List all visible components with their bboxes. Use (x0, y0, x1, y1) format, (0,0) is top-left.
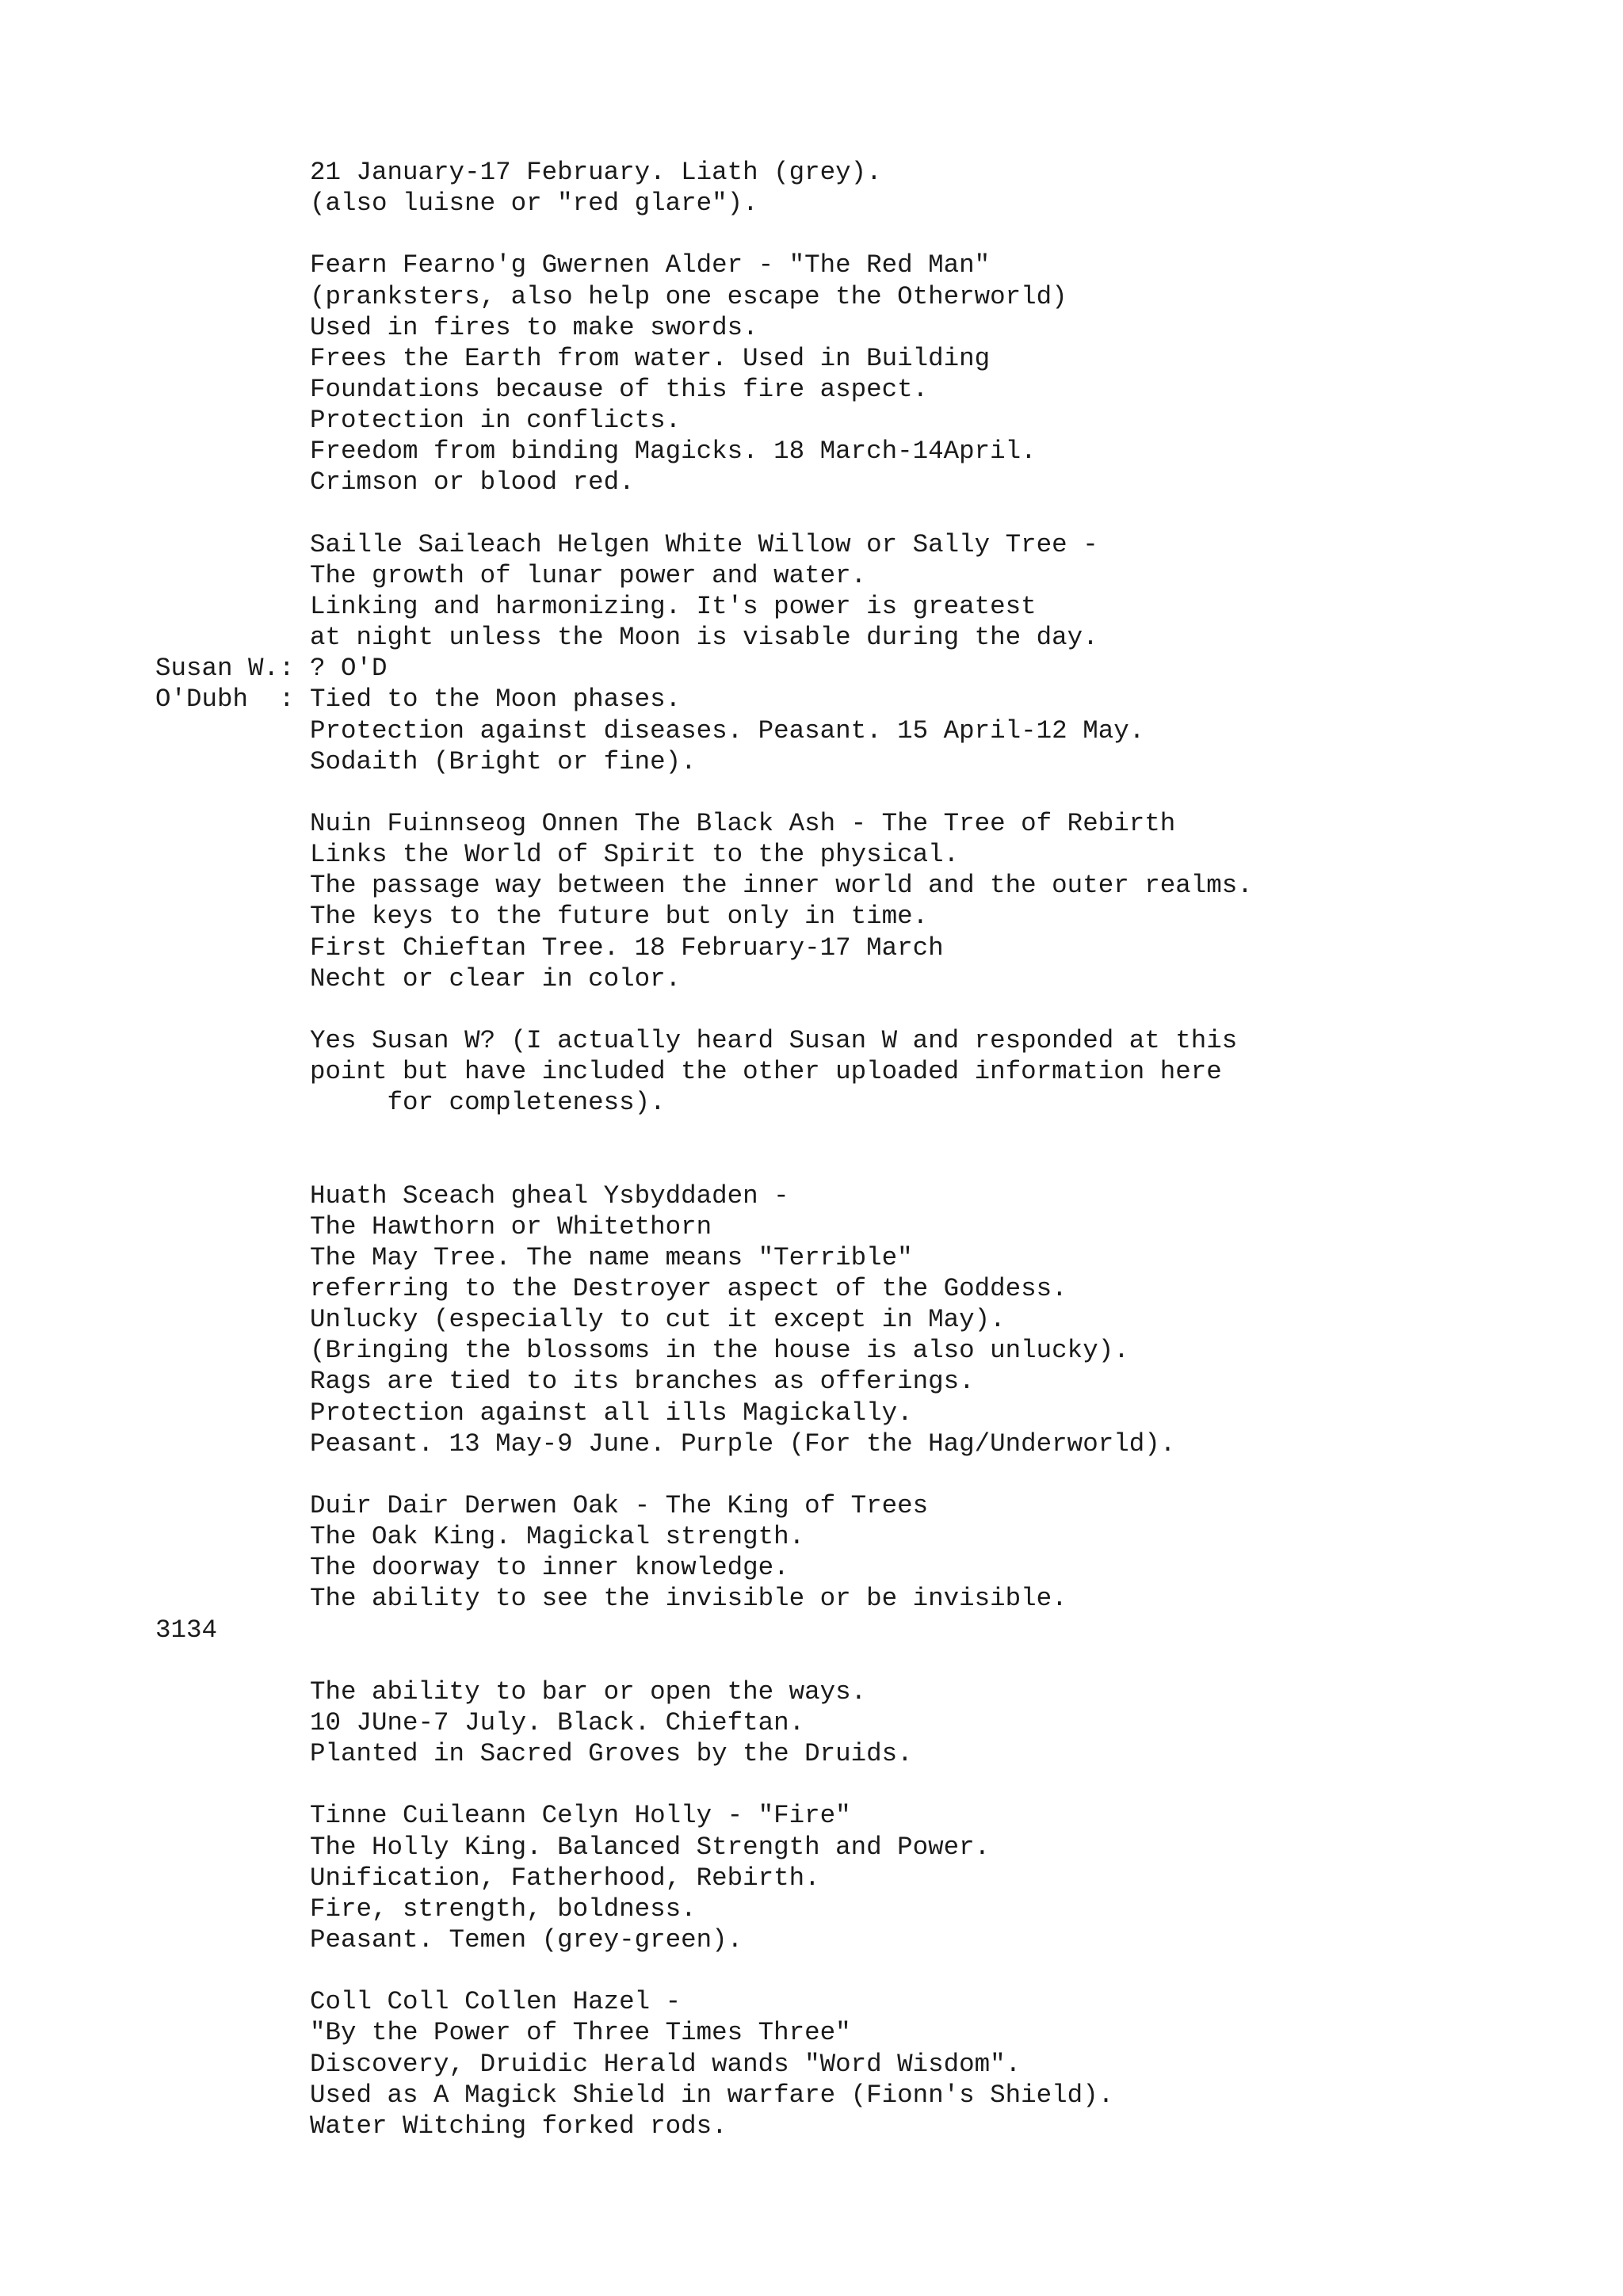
blank-line (155, 1769, 1253, 1800)
text-line: Unification, Fatherhood, Rebirth. (155, 1863, 820, 1893)
text-line: Used in fires to make swords. (155, 312, 758, 342)
blank-line (155, 777, 1253, 808)
text-line: The Holly King. Balanced Strength and Power. (155, 1832, 991, 1862)
text-line: Yes Susan W? (I actually heard Susan W and responded at this (155, 1025, 1238, 1055)
text-line: Discovery, Druidic Herald wands "Word Wisdom". (155, 2049, 1022, 2079)
text-line: "By the Power of Three Times Three" (155, 2018, 851, 2048)
text-line: Unlucky (especially to cut it except in May). (155, 1305, 1006, 1335)
text-line: Water Witching forked rods. (155, 2111, 727, 2141)
text-line: Protection in conflicts. (155, 406, 682, 436)
text-line: 21 January-17 February. Liath (grey). (155, 158, 882, 187)
text-line: Protection against all ills Magickally. (155, 1398, 913, 1428)
blank-line (155, 1955, 1253, 1986)
text-line: Fire, strength, boldness. (155, 1894, 697, 1924)
text-line: Crimson or blood red. (155, 467, 635, 498)
text-line: First Chieftan Tree. 18 February-17 March (155, 933, 944, 963)
text-line: referring to the Destroyer aspect of the Goddess. (155, 1274, 1067, 1304)
blank-line (155, 1459, 1253, 1490)
text-line: Linking and harmonizing. It's power is greatest (155, 591, 1037, 621)
blank-line (155, 1150, 1253, 1180)
text-line: The Hawthorn or Whitethorn (155, 1211, 712, 1241)
text-line: Huath Sceach gheal Ysbyddaden - (155, 1180, 789, 1211)
text-line: Peasant. 13 May-9 June. Purple (For the Hag/Underworld). (155, 1428, 1176, 1459)
text-line: The ability to bar or open the ways. (155, 1676, 867, 1707)
text-line: Necht or clear in color. (155, 963, 682, 994)
text-line: at night unless the Moon is visable during the day. (155, 623, 1098, 653)
text-line: Links the World of Spirit to the physical. (155, 840, 960, 870)
text-line: Nuin Fuinnseog Onnen The Black Ash - The Tree of Rebirth (155, 808, 1176, 838)
blank-line (155, 219, 1253, 250)
text-line: Tinne Cuileann Celyn Holly - "Fire" (155, 1801, 851, 1831)
text-line: (Bringing the blossoms in the house is also unlucky). (155, 1336, 1129, 1366)
text-line: Frees the Earth from water. Used in Building (155, 343, 991, 373)
text-line: The keys to the future but only in time. (155, 902, 929, 932)
text-line: Susan W.: ? O'D (155, 654, 388, 684)
text-line: (also luisne or "red glare"). (155, 189, 758, 219)
text-line: Foundations because of this fire aspect. (155, 374, 929, 404)
text-line: Sodaith (Bright or fine). (155, 746, 697, 776)
text-line: The May Tree. The name means "Terrible" (155, 1242, 913, 1272)
text-line: Rags are tied to its branches as offerings. (155, 1367, 975, 1397)
blank-line (155, 1646, 1253, 1676)
text-line: Saille Saileach Helgen White Willow or Sally Tree - (155, 529, 1098, 559)
text-line: The growth of lunar power and water. (155, 560, 867, 590)
text-line: Planted in Sacred Groves by the Druids. (155, 1739, 913, 1769)
text-line: point but have included the other uploaded information here (155, 1057, 1222, 1087)
text-line: Coll Coll Collen Hazel - (155, 1987, 682, 2017)
text-line: Used as A Magick Shield in warfare (Fionn's Shield). (155, 2080, 1114, 2110)
blank-line (155, 498, 1253, 529)
text-line: The passage way between the inner world and the outer realms. (155, 871, 1253, 901)
text-line: The doorway to inner knowledge. (155, 1553, 789, 1583)
text-line: Fearn Fearno'g Gwernen Alder - "The Red Man" (155, 250, 991, 280)
text-line: 3134 (155, 1615, 218, 1645)
text-line: Freedom from binding Magicks. 18 March-14April. (155, 437, 1037, 467)
text-line: The Oak King. Magickal strength. (155, 1522, 805, 1552)
text-line: Duir Dair Derwen Oak - The King of Trees (155, 1491, 929, 1521)
blank-line (155, 1118, 1253, 1149)
text-line: Peasant. Temen (grey-green). (155, 1925, 743, 1955)
text-line: (pranksters, also help one escape the Otherworld) (155, 281, 1067, 311)
text-line: Protection against diseases. Peasant. 15 April-12 May. (155, 715, 1145, 746)
text-line: 10 JUne-7 July. Black. Chieftan. (155, 1708, 805, 1738)
text-line: O'Dubh : Tied to the Moon phases. (155, 685, 682, 715)
document-text (155, 157, 1253, 2142)
blank-line (155, 994, 1253, 1025)
text-line: The ability to see the invisible or be invisible. (155, 1584, 1067, 1614)
text-line: for completeness). (155, 1088, 666, 1118)
